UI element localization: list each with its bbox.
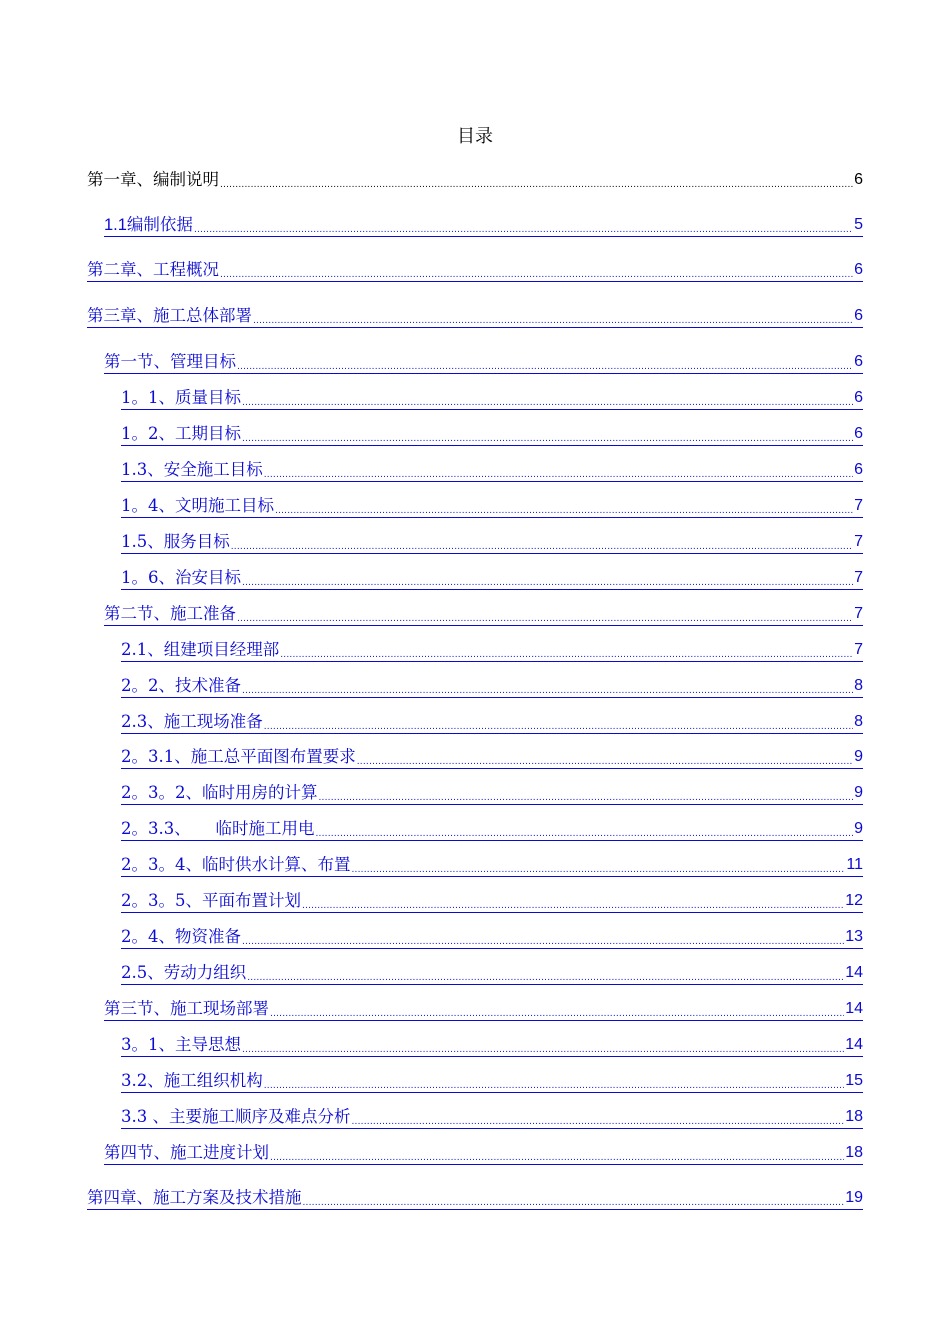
toc-entry[interactable] xyxy=(104,214,863,237)
toc-entry[interactable] xyxy=(121,1106,863,1129)
toc-entry-label: 3.2、施工组织机构 xyxy=(121,1071,263,1090)
toc-dot-leader xyxy=(241,675,853,697)
toc-entry-page: 14 xyxy=(845,964,863,981)
toc-entry[interactable] xyxy=(104,1142,863,1165)
toc-entry-label: 2。3。2、临时用房的计算 xyxy=(121,783,318,802)
toc-entry-page: 9 xyxy=(854,784,863,801)
toc-entry-page: 14 xyxy=(845,1036,863,1053)
toc-dot-leader xyxy=(351,854,846,876)
toc-entry-label: 2.1、组建项目经理部 xyxy=(121,640,280,659)
toc-dot-leader xyxy=(279,639,853,661)
toc-dot-leader xyxy=(241,387,853,409)
toc-dot-leader xyxy=(230,531,853,553)
toc-dot-leader xyxy=(351,1106,845,1128)
toc-dot-leader xyxy=(263,711,853,733)
toc-dot-leader xyxy=(269,998,844,1020)
toc-entry-page: 6 xyxy=(854,353,863,370)
toc-entry-label: 第一节、管理目标 xyxy=(104,352,236,371)
toc-entry-label: 第四节、施工进度计划 xyxy=(104,1143,269,1162)
toc-dot-leader xyxy=(219,169,853,191)
toc-dot-leader xyxy=(236,351,853,373)
toc-dot-leader xyxy=(241,1034,844,1056)
toc-entry-page: 6 xyxy=(854,425,863,442)
toc-entry[interactable] xyxy=(121,711,863,734)
toc-entry[interactable] xyxy=(104,603,863,626)
toc-dot-leader xyxy=(356,746,853,768)
toc-dot-leader xyxy=(315,818,854,840)
toc-entry[interactable] xyxy=(121,459,863,482)
toc-dot-leader xyxy=(236,603,853,625)
toc-entry-page: 9 xyxy=(854,820,863,837)
toc-entry-page: 7 xyxy=(854,569,863,586)
toc-entry-page: 19 xyxy=(845,1189,863,1206)
toc-entry-page: 6 xyxy=(854,171,863,188)
toc-entry-page: 5 xyxy=(854,216,863,233)
toc-entry-label: 1.3、安全施工目标 xyxy=(121,460,263,479)
toc-entry-page: 12 xyxy=(845,892,863,909)
toc-entry-label: 2。4、物资准备 xyxy=(121,927,241,946)
toc-entry-label: 1.1编制依据 xyxy=(104,216,193,234)
toc-dot-leader xyxy=(302,1187,845,1209)
toc-entry[interactable] xyxy=(121,495,863,518)
toc-entry[interactable] xyxy=(87,1187,863,1210)
toc-entry[interactable] xyxy=(121,423,863,446)
toc-entry[interactable] xyxy=(121,890,863,913)
toc-entry[interactable] xyxy=(121,639,863,662)
toc-entry-label: 2。3。4、临时供水计算、布置 xyxy=(121,855,351,874)
toc-entry-label: 1。4、文明施工目标 xyxy=(121,496,274,515)
toc-entry[interactable] xyxy=(121,567,863,590)
toc-entry[interactable] xyxy=(87,259,863,282)
toc-entry-label: 1。6、治安目标 xyxy=(121,568,241,587)
toc-entry-label: 2.5、劳动力组织 xyxy=(121,963,247,982)
toc-entry[interactable] xyxy=(121,675,863,698)
toc-entry-label: 3。1、主导思想 xyxy=(121,1035,241,1054)
toc-dot-leader xyxy=(252,305,853,327)
toc-entry-page: 8 xyxy=(854,677,863,694)
toc-entry-page: 6 xyxy=(854,461,863,478)
toc-entry[interactable] xyxy=(121,1070,863,1093)
toc-entry-page: 7 xyxy=(854,641,863,658)
toc-entry-page: 7 xyxy=(854,497,863,514)
toc-dot-leader xyxy=(263,1070,844,1092)
toc-entry[interactable] xyxy=(87,169,863,191)
toc-entry-page: 6 xyxy=(854,389,863,406)
toc-entry-label: 第三章、施工总体部署 xyxy=(87,306,252,325)
toc-dot-leader xyxy=(269,1142,844,1164)
toc-dot-leader xyxy=(241,567,853,589)
toc-entry[interactable] xyxy=(121,387,863,410)
toc-entry-page: 11 xyxy=(846,856,863,873)
toc-title: 目录 xyxy=(457,126,493,147)
toc-entry-page: 14 xyxy=(845,1000,863,1017)
toc-entry-label: 2。3.1、施工总平面图布置要求 xyxy=(121,747,356,766)
toc-entry-page: 7 xyxy=(854,533,863,550)
toc-entry[interactable] xyxy=(104,998,863,1021)
toc-entry[interactable] xyxy=(121,926,863,949)
toc-entry-label: 第一章、编制说明 xyxy=(87,170,219,189)
toc-dot-leader xyxy=(318,782,854,804)
toc-entry-page: 6 xyxy=(854,261,863,278)
toc-dot-leader xyxy=(219,259,853,281)
toc-dot-leader xyxy=(263,459,853,481)
toc-dot-leader xyxy=(241,423,853,445)
toc-entry-page: 9 xyxy=(854,748,863,765)
toc-entry-page: 7 xyxy=(854,605,863,622)
toc-dot-leader xyxy=(193,214,853,236)
toc-entry[interactable] xyxy=(87,305,863,328)
toc-entry-page: 13 xyxy=(845,928,863,945)
toc-entry[interactable] xyxy=(104,351,863,374)
toc-entry-label: 3.3 、主要施工顺序及难点分析 xyxy=(121,1107,351,1126)
toc-dot-leader xyxy=(274,495,853,517)
toc-entry[interactable] xyxy=(121,782,863,805)
toc-dot-leader xyxy=(246,962,844,984)
toc-dot-leader xyxy=(241,926,844,948)
toc-entry[interactable] xyxy=(121,746,863,769)
toc-entry-label: 2。3。5、平面布置计划 xyxy=(121,891,301,910)
toc-entry-page: 18 xyxy=(845,1108,863,1125)
toc-entry-label: 1。1、质量目标 xyxy=(121,388,241,407)
toc-entry-label: 1。2、工期目标 xyxy=(121,424,241,443)
toc-entry-label: 第二章、工程概况 xyxy=(87,260,219,279)
toc-entry[interactable] xyxy=(121,818,863,841)
toc-entry-label: 第四章、施工方案及技术措施 xyxy=(87,1188,302,1207)
toc-entry[interactable] xyxy=(121,854,863,877)
toc-entry-label: 第二节、施工准备 xyxy=(104,604,236,623)
toc-entry-label: 2。2、技术准备 xyxy=(121,676,241,695)
toc-entry-page: 6 xyxy=(854,307,863,324)
toc-entry-label: 第三节、施工现场部署 xyxy=(104,999,269,1018)
toc-dot-leader xyxy=(301,890,844,912)
toc-entry-label: 2.3、施工现场准备 xyxy=(121,712,263,731)
toc-entry-label: 2。3.3、 临时施工用电 xyxy=(121,819,315,838)
toc-entry-page: 8 xyxy=(854,713,863,730)
toc-entry-page: 18 xyxy=(845,1144,863,1161)
toc-entry-label: 1.5、服务目标 xyxy=(121,532,230,551)
toc-entry[interactable] xyxy=(121,531,863,554)
toc-entry[interactable] xyxy=(121,1034,863,1057)
toc-entry-page: 15 xyxy=(845,1072,863,1089)
toc-entry[interactable] xyxy=(121,962,863,985)
